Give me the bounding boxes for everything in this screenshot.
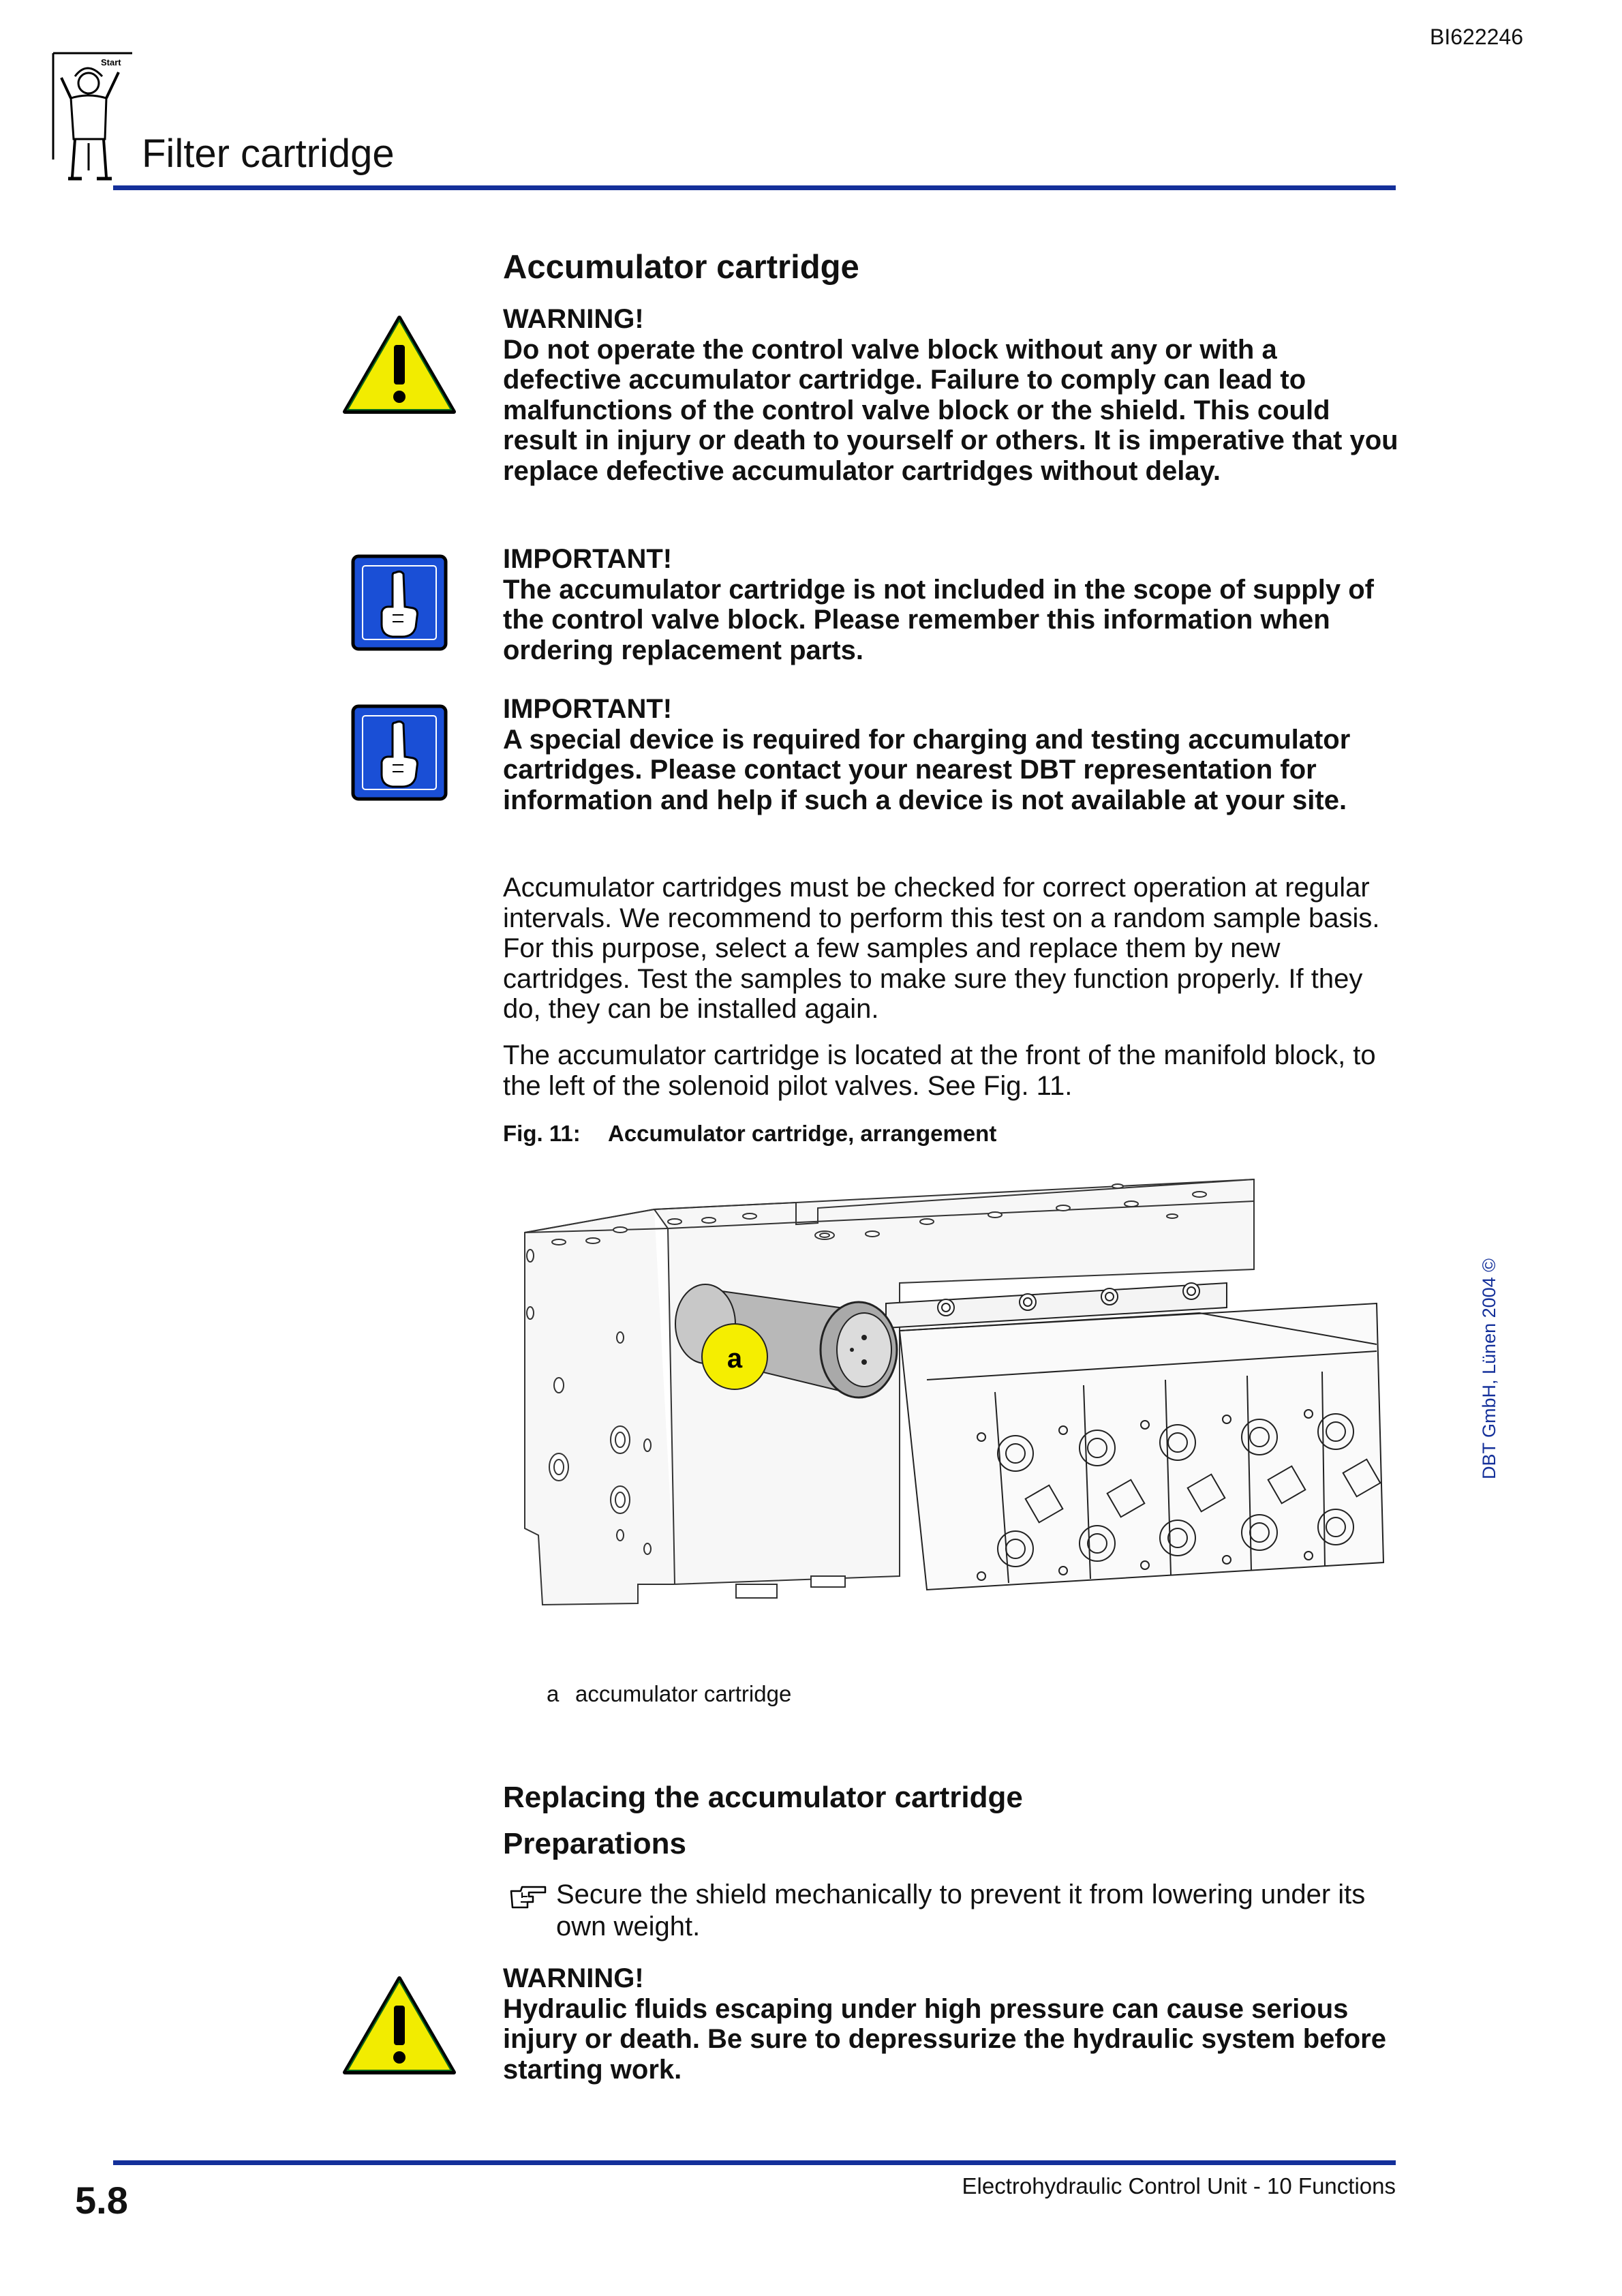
document-id: BI622246 xyxy=(1430,25,1524,49)
figure-title: Accumulator cartridge, arrangement xyxy=(608,1121,997,1146)
pointing-hand-icon xyxy=(350,554,448,652)
important-text: A special device is required for charging and testing accumulator cartridges. Please contact your nearest DBT representation for information and help if such a device is not available at your site. xyxy=(503,724,1351,815)
copyright-text: DBT GmbH, Lünen 2004 © xyxy=(1479,1258,1499,1479)
warning-text: Hydraulic fluids escaping under high pressure can cause serious injury or death. Be sure to depressurize the hydraulic system before starting work. xyxy=(503,1993,1386,2085)
pointing-finger-icon xyxy=(508,1884,548,1910)
warning-notice xyxy=(503,1963,1401,2085)
warning-triangle-icon xyxy=(341,1974,458,2076)
warning-triangle-icon xyxy=(341,314,458,416)
start-person-icon xyxy=(48,50,136,184)
section-heading: Accumulator cartridge xyxy=(503,249,859,286)
important-text: The accumulator cartridge is not included in the scope of supply of the control valve block. Please remember this information when ordering replacement parts. xyxy=(503,574,1374,665)
paragraph: Accumulator cartridges must be checked for correct operation at regular intervals. We recommend to perform this test on a random sample basis. For this purpose, select a few samples and replace them by new cartridges. Test the samples to make sure they function properly. If they do, they can be installed again. xyxy=(503,873,1380,1024)
pointing-hand-icon xyxy=(350,704,448,802)
important-heading: IMPORTANT! xyxy=(503,544,673,574)
important-notice xyxy=(503,544,1401,665)
figure-caption xyxy=(503,1121,996,1147)
footer-title: Electrohydraulic Control Unit - 10 Functions xyxy=(962,2173,1396,2199)
header-rule xyxy=(113,185,1396,190)
page-number: 5.8 xyxy=(75,2179,128,2222)
warning-heading: WARNING! xyxy=(503,1963,644,1993)
legend-key: a xyxy=(547,1681,560,1706)
step-text: Secure the shield mechanically to prevent it from lowering under its own weight. xyxy=(556,1879,1366,1942)
valve-block-figure xyxy=(518,1167,1404,1617)
important-notice xyxy=(503,694,1401,815)
footer-rule xyxy=(113,2160,1396,2165)
figure-legend xyxy=(547,1681,791,1707)
warning-text: Do not operate the control valve block without any or with a defective accumulator cartridge. Failure to comply can lead to malfunctions of the control valve block or the shield. This could result in injury or death to yourself or others. It is imperative that you replace defective accumulator cartridges without delay. xyxy=(503,334,1398,486)
page-title: Filter cartridge xyxy=(142,132,395,176)
subsection-heading: Replacing the accumulator cartridge xyxy=(503,1781,1023,1814)
cartridge-marker-label: a xyxy=(726,1344,743,1374)
warning-notice xyxy=(503,304,1401,486)
important-heading: IMPORTANT! xyxy=(503,694,673,724)
figure-number: Fig. 11: xyxy=(503,1121,581,1146)
preparations-heading: Preparations xyxy=(503,1827,686,1860)
copyright-notice xyxy=(1479,1248,1503,1479)
legend-text: accumulator cartridge xyxy=(575,1681,792,1706)
instruction-step xyxy=(503,1879,1401,1943)
start-icon-label: Start xyxy=(101,57,121,67)
paragraph: The accumulator cartridge is located at the front of the manifold block, to the left of the solenoid pilot valves. See Fig. 11. xyxy=(503,1040,1376,1101)
warning-heading: WARNING! xyxy=(503,304,644,334)
